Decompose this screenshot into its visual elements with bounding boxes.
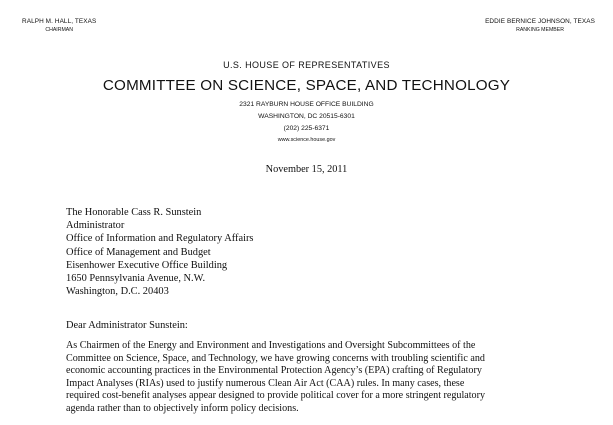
recipient-line: 1650 Pennsylvania Avenue, N.W. [66,273,206,285]
salutation: Dear Administrator Sunstein: [66,320,188,331]
address-line-1: 2321 RAYBURN HOUSE OFFICE BUILDING [239,101,374,108]
body-line: As Chairmen of the Energy and Environment and Investigations and Oversight Subcommittees of the [66,340,476,351]
website-link[interactable]: www.science.house.gov [277,137,336,143]
body-line: required cost-benefit analyses appear designed to provide political cover for a more stringent regulatory [66,390,486,402]
letter-body-paragraph [66,340,566,416]
letter-date: November 15, 2011 [265,164,348,175]
address-line-2: WASHINGTON, DC 20515-6301 [258,113,355,120]
body-line: Committee on Science, Space, and Technology, we have growing concerns with troubling scientific and [66,352,485,364]
committee-title: COMMITTEE ON SCIENCE, SPACE, AND TECHNOLOGY [102,77,511,94]
chairman-block [22,18,96,34]
body-line: agenda rather than to objectively inform policy decisions. [66,402,299,414]
recipient-line: Administrator [66,220,125,232]
body-line: economic accounting practices in the Environmental Protection Agency’s (EPA) crafting of Regulatory [66,365,482,377]
recipient-line: Washington, D.C. 20403 [66,286,169,298]
recipient-line: Eisenhower Executive Office Building [66,259,228,271]
phone-number: (202) 225-6371 [283,125,330,132]
house-heading: U.S. HOUSE OF REPRESENTATIVES [223,60,390,70]
body-line: Impact Analyses (RIAs) used to justify numerous Clean Air Act (CAA) rules. In many cases, these [66,377,465,389]
recipient-line: The Honorable Cass R. Sunstein [66,207,202,218]
recipient-address [66,206,253,298]
ranking-member-block [485,18,595,34]
chairman-name: RALPH M. HALL, TEXAS [22,18,97,25]
chairman-title: CHAIRMAN [45,27,73,33]
ranking-member-title: RANKING MEMBER [516,27,564,33]
recipient-line: Office of Information and Regulatory Affairs [66,233,254,245]
ranking-member-name: EDDIE BERNICE JOHNSON, TEXAS [485,18,595,25]
recipient-line: Office of Management and Budget [66,246,211,258]
